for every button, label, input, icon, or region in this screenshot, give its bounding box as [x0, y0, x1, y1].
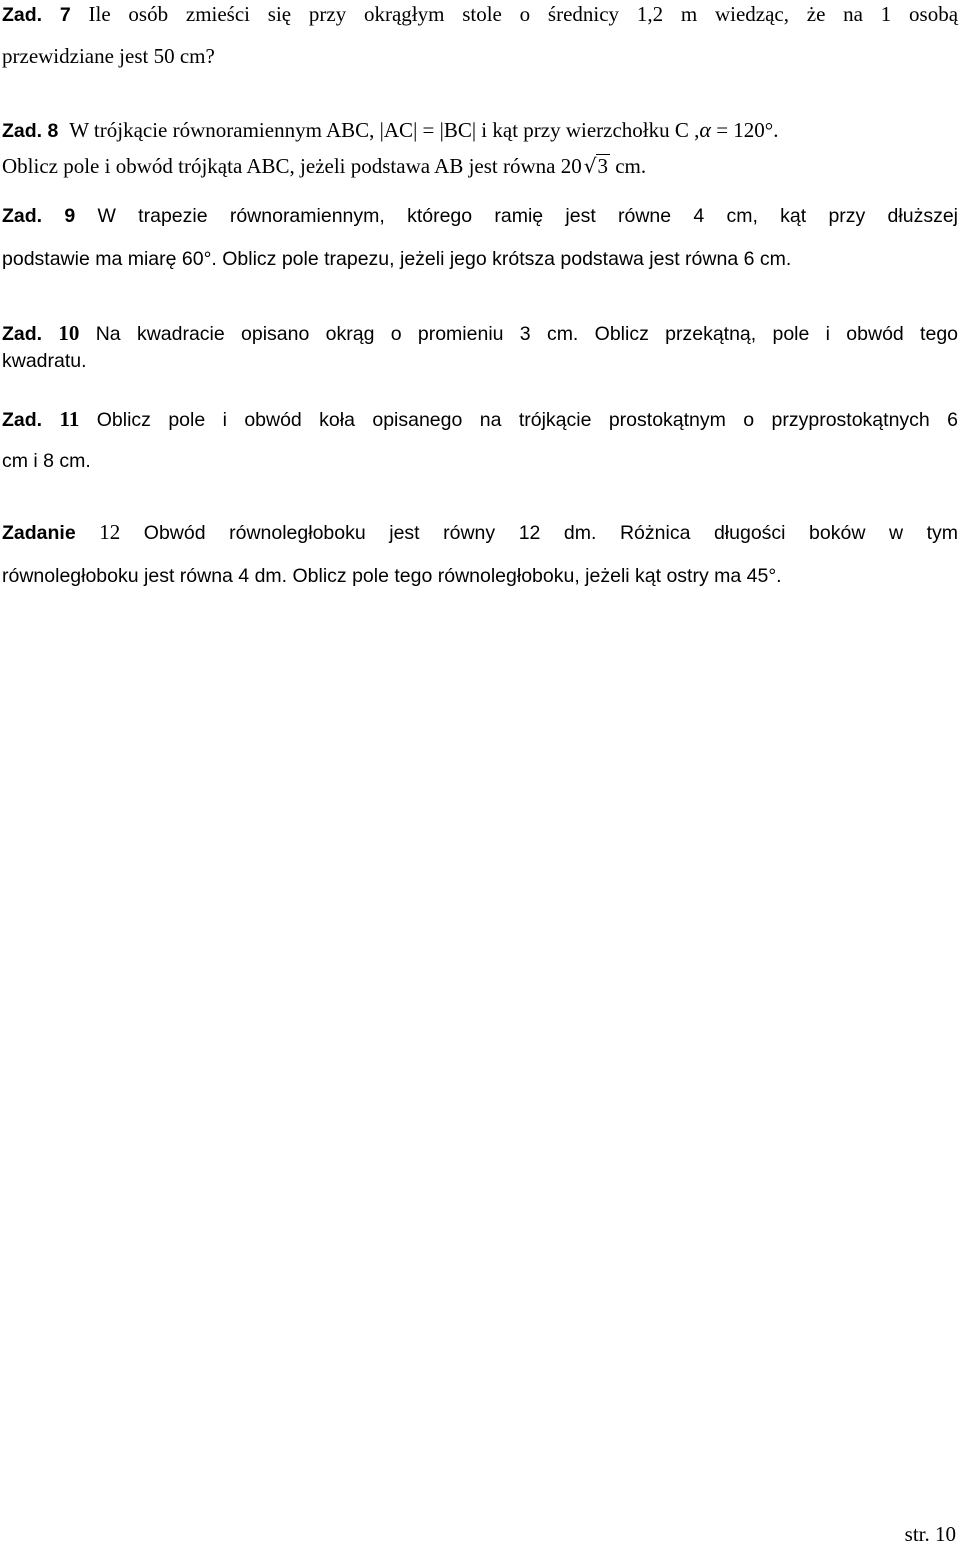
task-9-label: Zad. [2, 205, 43, 227]
task-7-line-1 [2, 4, 958, 26]
task-10-text-1: Na kwadracie opisano okrąg o promieniu 3 cm. Oblicz przekątną, pole i obwód tego [95, 323, 959, 345]
task-8-angle-value: = 120°. [710, 118, 779, 142]
task-12-line-2: równoległoboku jest równa 4 dm. Oblicz pole tego równoległoboku, jeżeli kąt ostry ma 45°. [2, 565, 782, 587]
task-10-line-1 [2, 323, 958, 345]
task-9-line-2: podstawie ma miarę 60°. Oblicz pole trapezu, jeżeli jego krótsza podstawa jest równa 6 cm. [2, 248, 792, 270]
task-12-line-1 [2, 522, 958, 544]
task-8-text-1: W trójkącie równoramiennym ABC, |AC| = |BC| i kąt przy wierzchołku C , [69, 118, 700, 142]
task-7-text-1: Ile osób zmieści się przy okrągłym stole o średnicy 1,2 m wiedząc, że na 1 osobą [88, 2, 959, 26]
task-8-number: 8 [47, 120, 59, 142]
task-10-label: Zad. [2, 323, 43, 345]
sqrt-icon: √ [583, 154, 597, 178]
task-8-line-1 [2, 119, 778, 142]
task-11-label: Zad. [2, 409, 43, 431]
task-11-number: 11 [59, 407, 80, 431]
task-8-line-2 [2, 154, 646, 177]
task-9-number: 9 [64, 205, 76, 227]
task-12-text-1: Obwód równoległoboku jest równy 12 dm. Różnica długości boków w tym [143, 522, 958, 544]
task-8-unit: cm. [609, 154, 647, 178]
task-7-number: 7 [59, 4, 71, 26]
task-9-line-1 [2, 207, 958, 227]
page-number: str. 10 [904, 1522, 956, 1546]
task-8-label: Zad. [2, 120, 43, 142]
task-11-line-1 [2, 409, 958, 431]
task-8-text-2: Oblicz pole i obwód trójkąta ABC, jeżeli podstawa AB jest równa 20 [2, 154, 582, 178]
task-12-number: 12 [99, 520, 121, 544]
task-7-line-2: przewidziane jest 50 cm? [2, 44, 215, 68]
task-11-line-2: cm i 8 cm. [2, 450, 91, 472]
sqrt-argument: 3 [597, 154, 608, 178]
task-9-text-1: W trapezie równoramiennym, którego ramię jest równe 4 cm, kąt przy dłuższej [97, 205, 959, 227]
task-10-number: 10 [58, 321, 80, 345]
task-11-text-1: Oblicz pole i obwód koła opisanego na trójkącie prostokątnym o przyprostokątnych 6 [96, 409, 959, 431]
task-12-label: Zadanie [2, 522, 76, 544]
task-10-line-2: kwadratu. [2, 350, 87, 372]
task-7-label: Zad. [2, 4, 43, 26]
alpha-symbol: α [699, 117, 711, 142]
